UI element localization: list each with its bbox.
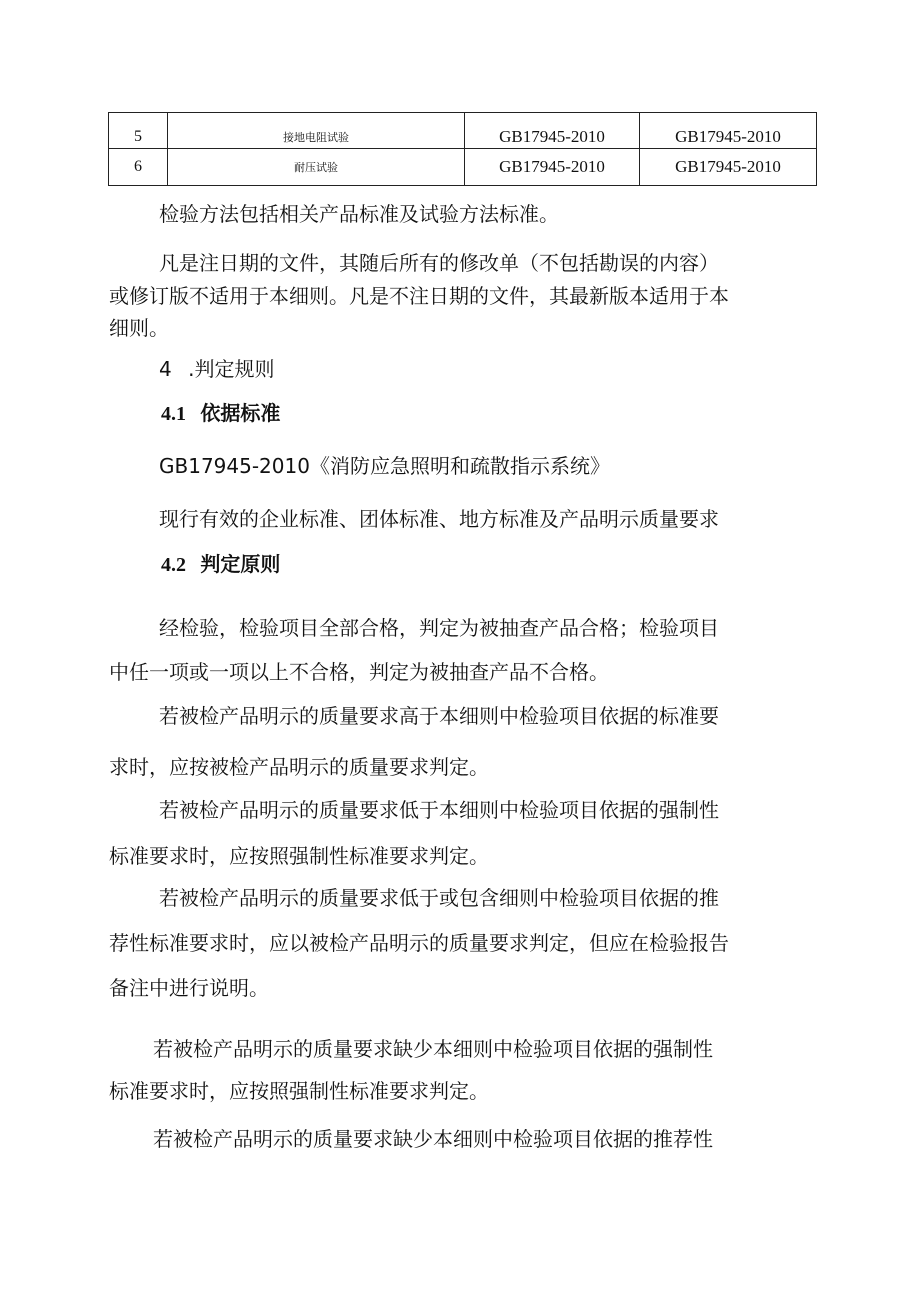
rule-2-line2: 求时，应按被检产品明示的质量要求判定。 [109, 755, 489, 779]
section-4-heading [159, 355, 274, 383]
rule-1-line1: 经检验，检验项目全部合格，判定为被抽查产品合格；检验项目 [159, 616, 719, 640]
row-number: 5 [109, 113, 168, 149]
test-items-table [108, 112, 817, 186]
rule-5-line2: 标准要求时，应按照强制性标准要求判定。 [109, 1079, 489, 1103]
rule-6-line1: 若被检产品明示的质量要求缺少本细则中检验项目依据的推荐性 [153, 1127, 713, 1151]
section-number: 4 [159, 357, 172, 381]
section-4-1-heading [161, 399, 280, 428]
basis-standard: GB17945-2010 [465, 113, 640, 149]
rule-2-line1: 若被检产品明示的质量要求高于本细则中检验项目依据的标准要 [159, 704, 719, 728]
rule-4-line2: 荐性标准要求时，应以被检产品明示的质量要求判定，但应在检验报告 [109, 931, 729, 955]
paragraph-dated-docs-line3: 细则。 [109, 316, 169, 340]
test-item-name: 耐压试验 [168, 149, 465, 186]
section-title: 判定原则 [200, 552, 281, 576]
basis-standard-1: GB17945-2010《消防应急照明和疏散指示系统》 [159, 454, 610, 478]
basis-standard-2: 现行有效的企业标准、团体标准、地方标准及产品明示质量要求 [159, 507, 719, 531]
rule-3-line2: 标准要求时，应按照强制性标准要求判定。 [109, 844, 489, 868]
rule-4-line3: 备注中进行说明。 [109, 976, 269, 1000]
rule-3-line1: 若被检产品明示的质量要求低于本细则中检验项目依据的强制性 [159, 798, 719, 822]
section-title: 依据标准 [200, 401, 281, 425]
paragraph-dated-docs-line2: 或修订版不适用于本细则。凡是不注日期的文件，其最新版本适用于本 [109, 284, 729, 308]
section-number: 4.1 [161, 403, 186, 425]
rule-5-line1: 若被检产品明示的质量要求缺少本细则中检验项目依据的强制性 [153, 1037, 713, 1061]
row-number: 6 [109, 149, 168, 186]
rule-1-line2: 中任一项或一项以上不合格，判定为被抽查产品不合格。 [109, 660, 609, 684]
section-number: 4.2 [161, 554, 186, 576]
rule-4-line1: 若被检产品明示的质量要求低于或包含细则中检验项目依据的推 [159, 886, 719, 910]
paragraph-test-methods: 检验方法包括相关产品标准及试验方法标准。 [159, 202, 559, 226]
paragraph-dated-docs-line1: 凡是注日期的文件，其随后所有的修改单（不包括勘误的内容） [159, 251, 719, 275]
test-method-standard: GB17945-2010 [640, 149, 817, 186]
section-4-2-heading [161, 550, 280, 579]
test-method-standard: GB17945-2010 [640, 113, 817, 149]
table-row [109, 113, 817, 149]
test-item-name: 接地电阻试验 [168, 113, 465, 149]
basis-standard: GB17945-2010 [465, 149, 640, 186]
table-row [109, 149, 817, 186]
section-title: .判定规则 [188, 357, 275, 381]
